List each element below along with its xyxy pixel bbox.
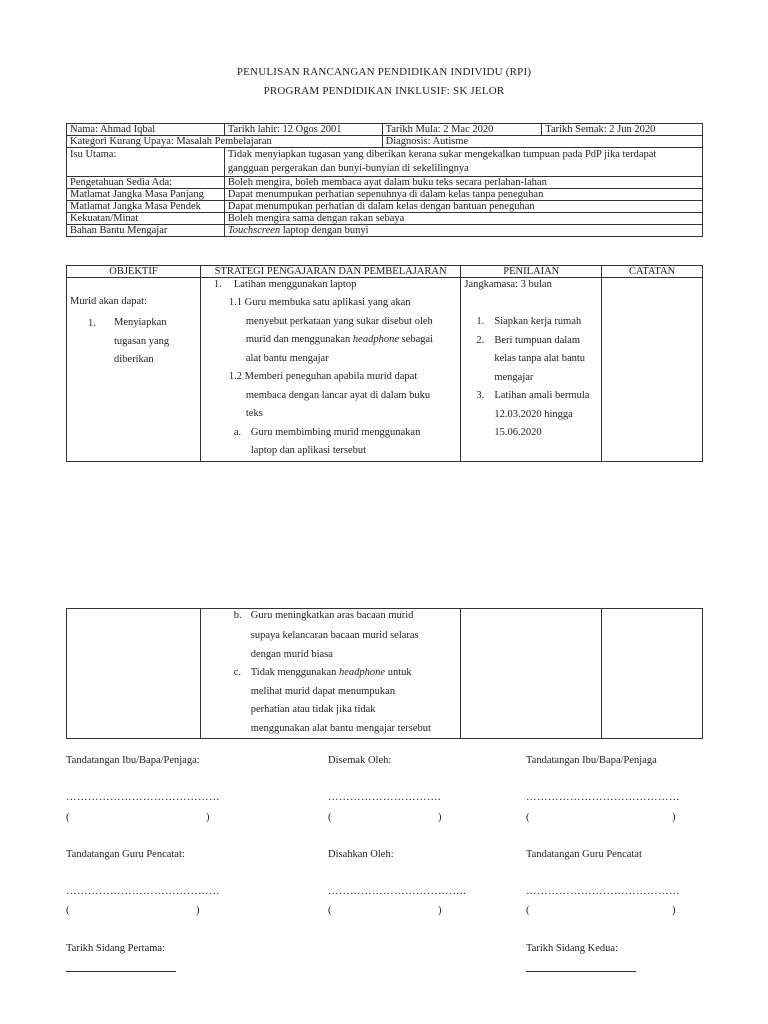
disemak-label: Disemak Oleh: [328, 755, 392, 766]
paren-close: ) [206, 812, 210, 823]
strategi-line: laptop dan aplikasi tersebut [250, 445, 367, 456]
objektif-cell-2 [67, 609, 201, 739]
penilaian-num: 3. [476, 390, 485, 401]
kekuatan-label: Kekuatan/Minat [67, 213, 225, 225]
tarikh-sidang-kedua-label: Tarikh Sidang Kedua: [526, 943, 618, 954]
jangka-pendek-value: Dapat menumpukan perhatian di dalam kelas dengan bantuan peneguhan [224, 201, 702, 213]
penilaian-line: 15.06.2020 [494, 427, 542, 438]
objektif-item [70, 314, 197, 370]
disahkan-label: Disahkan Oleh: [328, 849, 394, 860]
info-row-kekuatan [67, 213, 703, 225]
kategori-cell: Kategori Kurang Upaya: Masalah Pembelajaran [67, 136, 383, 148]
penilaian-num: 1. [476, 316, 485, 327]
penilaian-line: Siapkan kerja rumah [494, 316, 582, 327]
strategi-line: perhatian atau tidak jika tidak [250, 704, 376, 715]
info-row-pengetahuan [67, 177, 703, 189]
strategi-sub-a [229, 424, 457, 461]
rpi-header-row [67, 266, 703, 278]
strategi-line-part: sebagai [398, 334, 434, 345]
nama-cell: Nama: Ahmad Iqbal [67, 124, 225, 136]
penilaian-item [464, 313, 598, 332]
info-row-category [67, 136, 703, 148]
jangka-pendek-label: Matlamat Jangka Masa Pendek [67, 201, 225, 213]
paren-open: ( [328, 905, 332, 916]
strategi-num: 1. [213, 279, 222, 290]
tarikh-lahir-cell: Tarikh lahir: 12 Ogos 2001 [224, 124, 382, 136]
objektif-cell [67, 278, 201, 462]
pengetahuan-value: Boleh mengira, boleh membaca ayat dalam buku teks secara perlahan-lahan [224, 177, 702, 189]
paren-open: ( [328, 812, 332, 823]
signature-dots: ……………………………….. [328, 886, 467, 897]
strategi-line: 1.2 Memberi peneguhan apabila murid dapat [228, 371, 418, 382]
signature-dots: …………………………. [328, 792, 442, 803]
header-penilaian: PENILAIAN [461, 266, 602, 278]
signature-dots: …………………………………… [66, 886, 220, 897]
pengetahuan-label: Pengetahuan Sedia Ada: [67, 177, 225, 189]
penilaian-num: 2. [476, 334, 485, 346]
ttd-guru2-label: Tandatangan Guru Pencatat [526, 849, 642, 860]
tarikh-sidang-pertama-label: Tarikh Sidang Pertama: [66, 943, 165, 954]
isu-label: Isu Utama: [67, 148, 225, 177]
paren-close: ) [196, 905, 200, 916]
strategi-sub-num: b. [233, 610, 242, 621]
kekuatan-value: Boleh mengira sama dengan rakan sebaya [224, 213, 702, 225]
diagnosis-cell: Diagnosis: Autisme [382, 136, 702, 148]
strategi-text: Latihan menggunakan laptop [233, 279, 357, 290]
strategi-line: membaca dengan lancar ayat di dalam buku [245, 389, 431, 401]
penilaian-cell [461, 278, 602, 462]
strategi-line: dengan murid biasa [250, 648, 333, 660]
rpi-content-row [67, 278, 703, 462]
rpi-table-part2 [66, 608, 703, 739]
paren-close: ) [438, 905, 442, 916]
tarikh-mula-cell: Tarikh Mula: 2 Mac 2020 [382, 124, 542, 136]
tarikh-kedua-underline [526, 971, 636, 972]
strategi-cell [200, 278, 460, 462]
strategi-line: alat bantu mengajar [245, 352, 329, 364]
rpi-table-part1 [66, 265, 703, 462]
ttd-ibubapa-label: Tandatangan Ibu/Bapa/Penjaga: [66, 755, 200, 766]
paren-open: ( [66, 905, 70, 916]
paren-close: ) [438, 812, 442, 823]
ttd-guru-label: Tandatangan Guru Pencatat: [66, 849, 185, 860]
paren-open: ( [526, 905, 530, 916]
page-subtitle: PROGRAM PENDIDIKAN INKLUSIF: SK JELOR [263, 85, 505, 97]
info-row-pendek [67, 201, 703, 213]
header-catatan: CATATAN [602, 266, 703, 278]
penilaian-line: mengajar [494, 371, 534, 383]
strategi-item-1 [204, 278, 457, 291]
strategi-line-part: Tidak menggunakan [250, 667, 340, 678]
strategi-line: menyebut perkataan yang sukar disebut oleh [245, 315, 433, 327]
strategi-sub-c [229, 664, 458, 738]
signature-dots: …………………………………… [526, 792, 680, 803]
penilaian-line: Beri tumpuan dalam [494, 334, 581, 346]
jangkamasa: Jangkamasa: 3 bulan [464, 279, 552, 290]
strategi-line: Guru meningkatkan aras bacaan murid [250, 610, 414, 621]
strategi-line [251, 664, 431, 683]
tarikh-pertama-underline [66, 971, 176, 972]
header-strategi: STRATEGI PENGAJARAN DAN PEMBELAJARAN [200, 266, 460, 278]
rpi-content-row-2 [67, 609, 703, 739]
strategi-line: menggunakan alat bantu mengajar tersebut [250, 722, 431, 734]
ttd-ibubapa2-label: Tandatangan Ibu/Bapa/Penjaga [526, 755, 657, 766]
jangka-panjang-value: Dapat menumpukan perhatian sepenuhnya di dalam kelas tanpa peneguhan [224, 189, 702, 201]
objektif-line: Menyiapkan [114, 317, 167, 328]
isu-value: Tidak menyiapkan tugasan yang diberikan kerana sukar mengekalkan tumpuan pada PdP jika terdapat gangguan pergerakan dan bunyi-bunyian di sekelilingnya [224, 148, 702, 177]
strategi-line [229, 331, 457, 350]
bbm-value [224, 225, 702, 237]
page-title: PENULISAN RANCANGAN PENDIDIKAN INDIVIDU (RPI) [236, 66, 532, 78]
objektif-line: tugasan yang [114, 335, 170, 347]
paren-close: ) [672, 812, 676, 823]
strategi-line: teks [245, 408, 263, 419]
info-row-bbm [67, 225, 703, 237]
strategi-sub-num: c. [233, 667, 242, 678]
strategi-line-italic: headphone [339, 667, 386, 678]
signature-dots: …………………………………… [526, 886, 680, 897]
paren-close: ) [672, 905, 676, 916]
strategi-line-part: untuk [385, 667, 412, 678]
jangka-panjang-label: Matlamat Jangka Masa Panjang [67, 189, 225, 201]
paren-open: ( [66, 812, 70, 823]
signature-dots: …………………………………… [66, 792, 220, 803]
bbm-label: Bahan Bantu Mengajar [67, 225, 225, 237]
info-row-identity [67, 124, 703, 136]
penilaian-line: Latihan amali bermula [494, 390, 590, 401]
penilaian-line: kelas tanpa alat bantu [494, 353, 586, 364]
paren-open: ( [526, 812, 530, 823]
bbm-value-italic: Touchscreen [227, 225, 281, 236]
penilaian-cell-2 [461, 609, 602, 739]
objektif-item-num: 1. [88, 318, 96, 329]
header-objektif: OBJEKTIF [67, 266, 201, 278]
strategi-line-italic: headphone [352, 334, 399, 345]
bbm-value-rest: laptop dengan bunyi [280, 225, 369, 236]
objektif-line: diberikan [114, 354, 154, 365]
strategi-sub-num: a. [233, 426, 242, 438]
strategi-line: melihat murid dapat menumpukan [250, 685, 396, 697]
strategi-cell-2 [200, 609, 461, 739]
strategi-sub-b [229, 609, 458, 664]
penilaian-item [464, 387, 598, 443]
strategi-line: supaya kelancaran bacaan murid selaras [250, 630, 419, 641]
info-row-isu [67, 148, 703, 177]
penilaian-line: 12.03.2020 hingga [494, 408, 573, 420]
catatan-cell-2 [602, 609, 703, 739]
catatan-cell [602, 278, 703, 462]
strategi-line: Guru membimbing murid menggunakan [250, 426, 421, 438]
info-row-panjang [67, 189, 703, 201]
objektif-intro: Murid akan dapat: [70, 296, 147, 307]
strategi-line: 1.1 Guru membuka satu aplikasi yang akan [228, 297, 411, 308]
info-table [66, 123, 703, 237]
strategi-line-part: murid dan menggunakan [245, 334, 353, 345]
penilaian-item [464, 332, 598, 388]
tarikh-semak-cell: Tarikh Semak: 2 Jun 2020 [542, 124, 703, 136]
